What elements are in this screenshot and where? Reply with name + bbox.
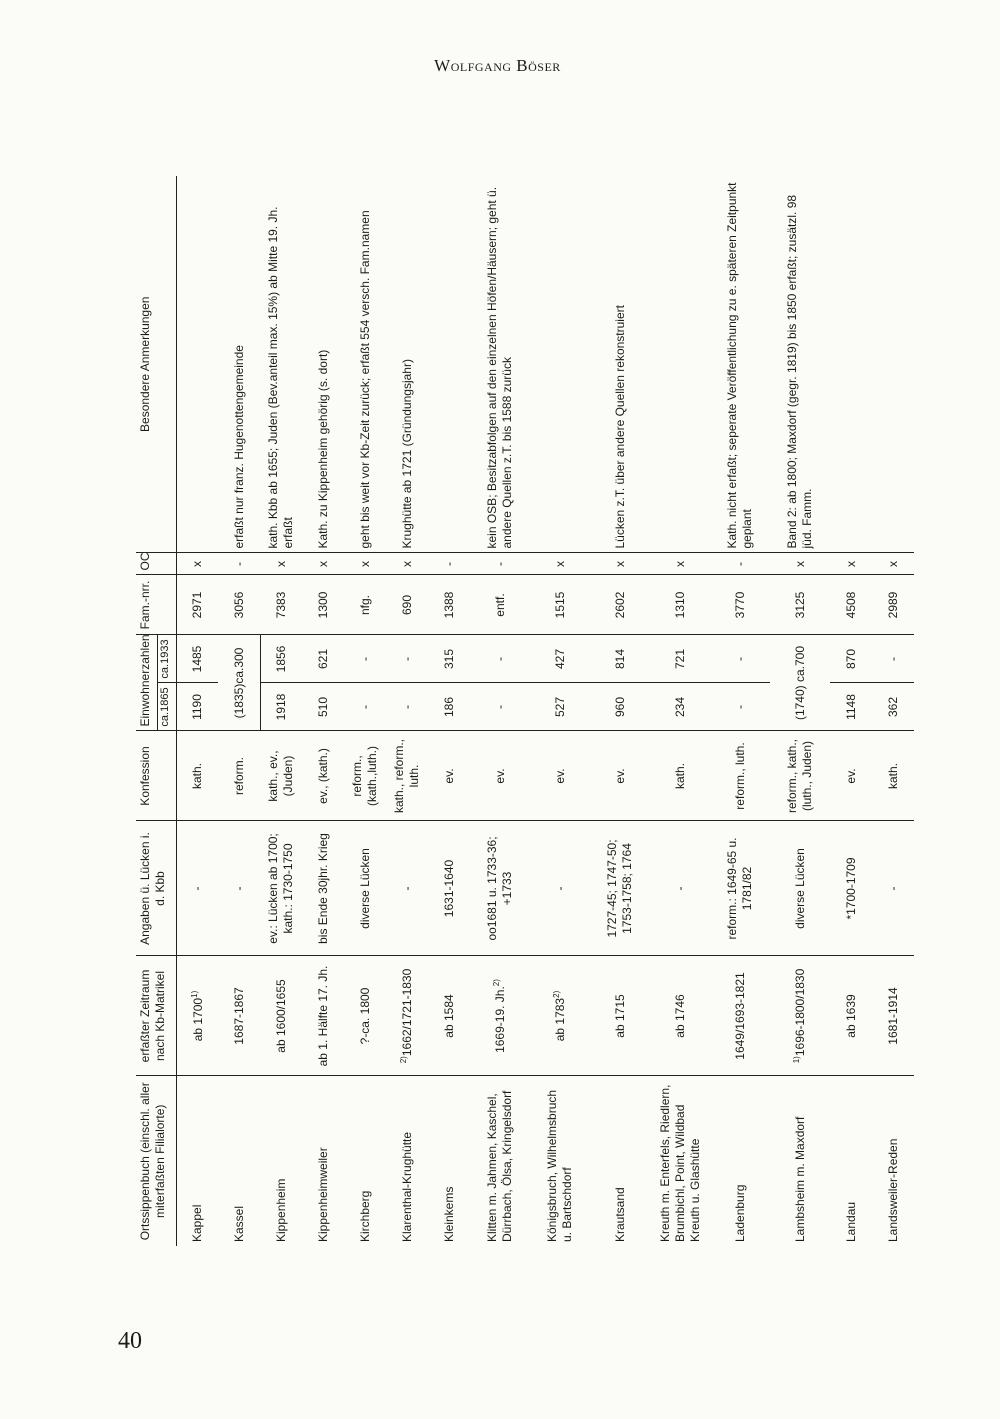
page-number: 40 <box>118 1328 142 1354</box>
footnote-mark: 1) <box>792 1056 802 1064</box>
cell-oc: x <box>770 553 830 575</box>
cell-pop-1865: 362 <box>872 683 914 731</box>
cell-confession: ev. <box>830 731 872 821</box>
cell-pop-1865: 1148 <box>830 683 872 731</box>
cell-pop-1933: - <box>386 635 428 683</box>
cell-confession: kath. <box>650 731 710 821</box>
cell-confession: ev. <box>530 731 590 821</box>
cell-place: Kippenheim <box>273 1178 288 1242</box>
cell-oc: - <box>710 553 770 575</box>
footnote-mark: 2) <box>552 990 562 998</box>
cell-period: ab 1783$^{2)}$ <box>530 956 590 1076</box>
cell-gaps: ev.: Lücken ab 1700; kath.: 1730-1750 <box>260 821 302 956</box>
cell-confession: ev. <box>470 731 530 821</box>
cell-families: 690 <box>386 575 428 635</box>
cell-place: Königsbruch, Wilhelmsbruch u. Bartschdorf <box>545 1089 575 1242</box>
cell-pop-1933: 315 <box>428 635 470 683</box>
header-confession: Konfession <box>136 731 176 821</box>
cell-pop-1865: - <box>470 683 530 731</box>
cell-remarks <box>650 176 710 553</box>
cell-oc: x <box>650 553 710 575</box>
cell-confession: kath. <box>176 731 218 821</box>
cell-oc: x <box>590 553 650 575</box>
footnote-mark: 2) <box>492 979 502 987</box>
cell-gaps: - <box>530 821 590 956</box>
rotated-table-container <box>136 176 900 1246</box>
cell-families: 4508 <box>830 575 872 635</box>
header-families: Fam.-nrr. <box>136 575 176 635</box>
cell-period: ab 1584 <box>428 956 470 1076</box>
cell-remarks <box>428 176 470 553</box>
cell-period: ab 1715 <box>590 956 650 1076</box>
cell-place: Ladenburg <box>732 1184 747 1242</box>
cell-gaps: bis Ende 30jhr. Krieg <box>302 821 344 956</box>
cell-confession: ev. <box>590 731 650 821</box>
cell-pop-1933: 814 <box>590 635 650 683</box>
cell-confession: reform. <box>218 731 260 821</box>
cell-remarks: kath. Kbb ab 1655; Juden (Bev.anteil max. 15%) ab Mitte 19. Jh. erfaßt <box>260 176 302 553</box>
cell-confession: ev. <box>428 731 470 821</box>
cell-place: Landsweiler-Reden <box>885 1138 900 1242</box>
cell-oc: x <box>872 553 914 575</box>
cell-oc: - <box>470 553 530 575</box>
cell-gaps: *1700-1709 <box>830 821 872 956</box>
table-row <box>344 176 386 1246</box>
cell-pop-1933: 1485 <box>176 635 218 683</box>
cell-place: Kappel <box>190 1204 204 1242</box>
cell-gaps: 1727-45; 1747-50; 1753-1758; 1764 <box>590 821 650 956</box>
cell-remarks: Krughütte ab 1721 (Gründungsjahr) <box>386 176 428 553</box>
header-population: Einwohnerzahlen <box>136 635 158 731</box>
cell-families: 1300 <box>302 575 344 635</box>
table-row <box>710 176 770 1246</box>
cell-pop-1865: 1918 <box>260 683 302 731</box>
cell-pop-1865: 960 <box>590 683 650 731</box>
cell-remarks: erfaßt nur franz. Hugenottengemeinde <box>218 176 260 553</box>
header-gaps: Angaben ü. Lücken i. d. Kbb <box>136 821 176 956</box>
running-header-author: Wolfgang Böser <box>434 56 561 75</box>
table-row <box>260 176 302 1246</box>
table-row <box>470 176 530 1246</box>
cell-confession: reform., (kath.,luth.) <box>344 731 386 821</box>
cell-remarks: Band 2: ab 1800; Maxdorf (gegr. 1819) bis 1850 erfaßt; zusätzl. 98 jüd. Famm. <box>770 176 830 553</box>
cell-period: 1687-1867 <box>218 956 260 1076</box>
header-pop-1865: ca.1865 <box>158 683 177 731</box>
cell-oc: x <box>176 553 218 575</box>
cell-place: Klitten m. Jahmen, Kaschel, Dürrbach, Ölsa, Kringelsdorf <box>485 1090 515 1242</box>
cell-families: 2602 <box>590 575 650 635</box>
cell-pop-1933: - <box>344 635 386 683</box>
cell-period: $^{2)}$1662/1721-1830 <box>386 956 428 1076</box>
cell-families: 1388 <box>428 575 470 635</box>
table-row <box>650 176 710 1246</box>
table-row <box>830 176 872 1246</box>
cell-remarks: Kath. nicht erfaßt; seperate Veröffentlichung zu e. späteren Zeitpunkt geplant <box>710 176 770 553</box>
cell-families: entf. <box>470 575 530 635</box>
cell-pop-1865: 186 <box>428 683 470 731</box>
cell-gaps: - <box>650 821 710 956</box>
cell-oc: - <box>218 553 260 575</box>
cell-period: ab 1639 <box>830 956 872 1076</box>
cell-pop-1933: - <box>710 635 770 683</box>
cell-gaps: - <box>386 821 428 956</box>
cell-remarks <box>530 176 590 553</box>
cell-pop-1865: (1740) ca.700 <box>770 635 830 731</box>
cell-oc: x <box>830 553 872 575</box>
cell-pop-1933: 721 <box>650 635 710 683</box>
cell-place: Kippenheimweiler <box>315 1147 330 1242</box>
cell-remarks: geht bis weit vor Kb-Zeit zurück; erfaßt 554 versch. Fam.namen <box>344 176 386 553</box>
cell-gaps: 1631-1640 <box>428 821 470 956</box>
cell-pop-1865: - <box>386 683 428 731</box>
cell-oc: - <box>428 553 470 575</box>
header-place: Ortssippenbuch (einschl. aller miterfaßten Filialorte) <box>136 1076 176 1246</box>
table-row <box>770 176 830 1246</box>
cell-confession: kath. <box>872 731 914 821</box>
cell-families: 1515 <box>530 575 590 635</box>
cell-pop-1865: 510 <box>302 683 344 731</box>
cell-place: Landau <box>843 1201 858 1242</box>
cell-period: ?-ca. 1800 <box>344 956 386 1076</box>
cell-place: Krautsand <box>612 1187 627 1242</box>
cell-period: $^{1)}$1696-1800/1830 <box>770 956 830 1076</box>
cell-pop-1865: 234 <box>650 683 710 731</box>
cell-place: Kirchberg <box>357 1190 372 1242</box>
cell-oc: x <box>530 553 590 575</box>
cell-pop-1933: - <box>470 635 530 683</box>
cell-families: 3770 <box>710 575 770 635</box>
cell-oc: x <box>386 553 428 575</box>
cell-place: Kleinkems <box>441 1186 456 1242</box>
cell-pop-1933: 621 <box>302 635 344 683</box>
table-row <box>428 176 470 1246</box>
cell-place: Klarenthal-Krughütte <box>399 1131 414 1242</box>
cell-period: 1649/1693-1821 <box>710 956 770 1076</box>
table-row <box>386 176 428 1246</box>
cell-period: 1669-19. Jh.$^{2)}$ <box>470 956 530 1076</box>
cell-oc: x <box>260 553 302 575</box>
cell-gaps: - <box>218 821 260 956</box>
cell-confession: reform., luth. <box>710 731 770 821</box>
cell-remarks: Kath. zu Kippenheim gehörig (s. dort) <box>302 176 344 553</box>
cell-gaps: oo1681 u. 1733-36; +1733 <box>470 821 530 956</box>
cell-place: Kassel <box>231 1205 246 1242</box>
cell-gaps: - <box>176 821 218 956</box>
header-oc: OC <box>136 553 176 575</box>
cell-gaps: - <box>872 821 914 956</box>
parish-register-table <box>136 176 914 1246</box>
cell-oc: x <box>302 553 344 575</box>
header-pop-1933: ca.1933 <box>158 635 177 683</box>
cell-remarks <box>830 176 872 553</box>
cell-gaps: diverse Lücken <box>344 821 386 956</box>
cell-families: 2971 <box>176 575 218 635</box>
cell-pop-1865: - <box>710 683 770 731</box>
cell-confession: reform., kath., (luth., Juden) <box>770 731 830 821</box>
cell-remarks: kein OSB; Besitzabfolgen auf den einzelnen Höfen/Häusern; geht ü. andere Quellen z.T. bis 1588 zurück <box>470 176 530 553</box>
cell-confession: kath., ev., (Juden) <box>260 731 302 821</box>
cell-pop-1865: - <box>344 683 386 731</box>
cell-families: 3056 <box>218 575 260 635</box>
cell-pop-1933: 427 <box>530 635 590 683</box>
cell-period: ab 1700$^{1)}$ <box>176 956 218 1076</box>
table-row <box>176 176 218 1246</box>
cell-families: 1310 <box>650 575 710 635</box>
cell-families: 3125 <box>770 575 830 635</box>
footnote-mark: 1) <box>189 990 199 998</box>
cell-confession: kath., reform., luth. <box>386 731 428 821</box>
table-row <box>530 176 590 1246</box>
cell-families: 7383 <box>260 575 302 635</box>
table-row <box>218 176 260 1246</box>
cell-period: 1681-1914 <box>872 956 914 1076</box>
table-row <box>302 176 344 1246</box>
table-row <box>872 176 914 1246</box>
cell-gaps: diverse Lücken <box>770 821 830 956</box>
cell-place: Kreuth m. Enterfels, Riedlern, Brumbichl, Point, Wildbad Kreuth u. Glashütte <box>657 1084 702 1242</box>
cell-oc: x <box>344 553 386 575</box>
cell-pop-1933: - <box>872 635 914 683</box>
cell-period: ab 1. Hälfte 17. Jh. <box>302 956 344 1076</box>
header-remarks: Besondere Anmerkungen <box>136 176 176 553</box>
cell-gaps: reform.: 1649-65 u. 1781/82 <box>710 821 770 956</box>
header-period: erfaßter Zeitraum nach Kb-Matrikel <box>136 956 176 1076</box>
cell-confession: ev., (kath.) <box>302 731 344 821</box>
cell-remarks: Lücken z.T. über andere Quellen rekonstruiert <box>590 176 650 553</box>
cell-families: 2989 <box>872 575 914 635</box>
cell-remarks <box>176 176 218 553</box>
cell-pop-1865: (1835)ca.300 <box>218 635 260 731</box>
cell-period: ab 1746 <box>650 956 710 1076</box>
cell-pop-1933: 1856 <box>260 635 302 683</box>
cell-place: Lambsheim m. Maxdorf <box>792 1116 807 1242</box>
cell-families: nfg. <box>344 575 386 635</box>
cell-remarks <box>872 176 914 553</box>
cell-period: ab 1600/1655 <box>260 956 302 1076</box>
cell-pop-1933: 870 <box>830 635 872 683</box>
table-row <box>590 176 650 1246</box>
cell-pop-1865: 527 <box>530 683 590 731</box>
footnote-mark: 2) <box>399 1056 409 1064</box>
cell-pop-1865: 1190 <box>176 683 218 731</box>
